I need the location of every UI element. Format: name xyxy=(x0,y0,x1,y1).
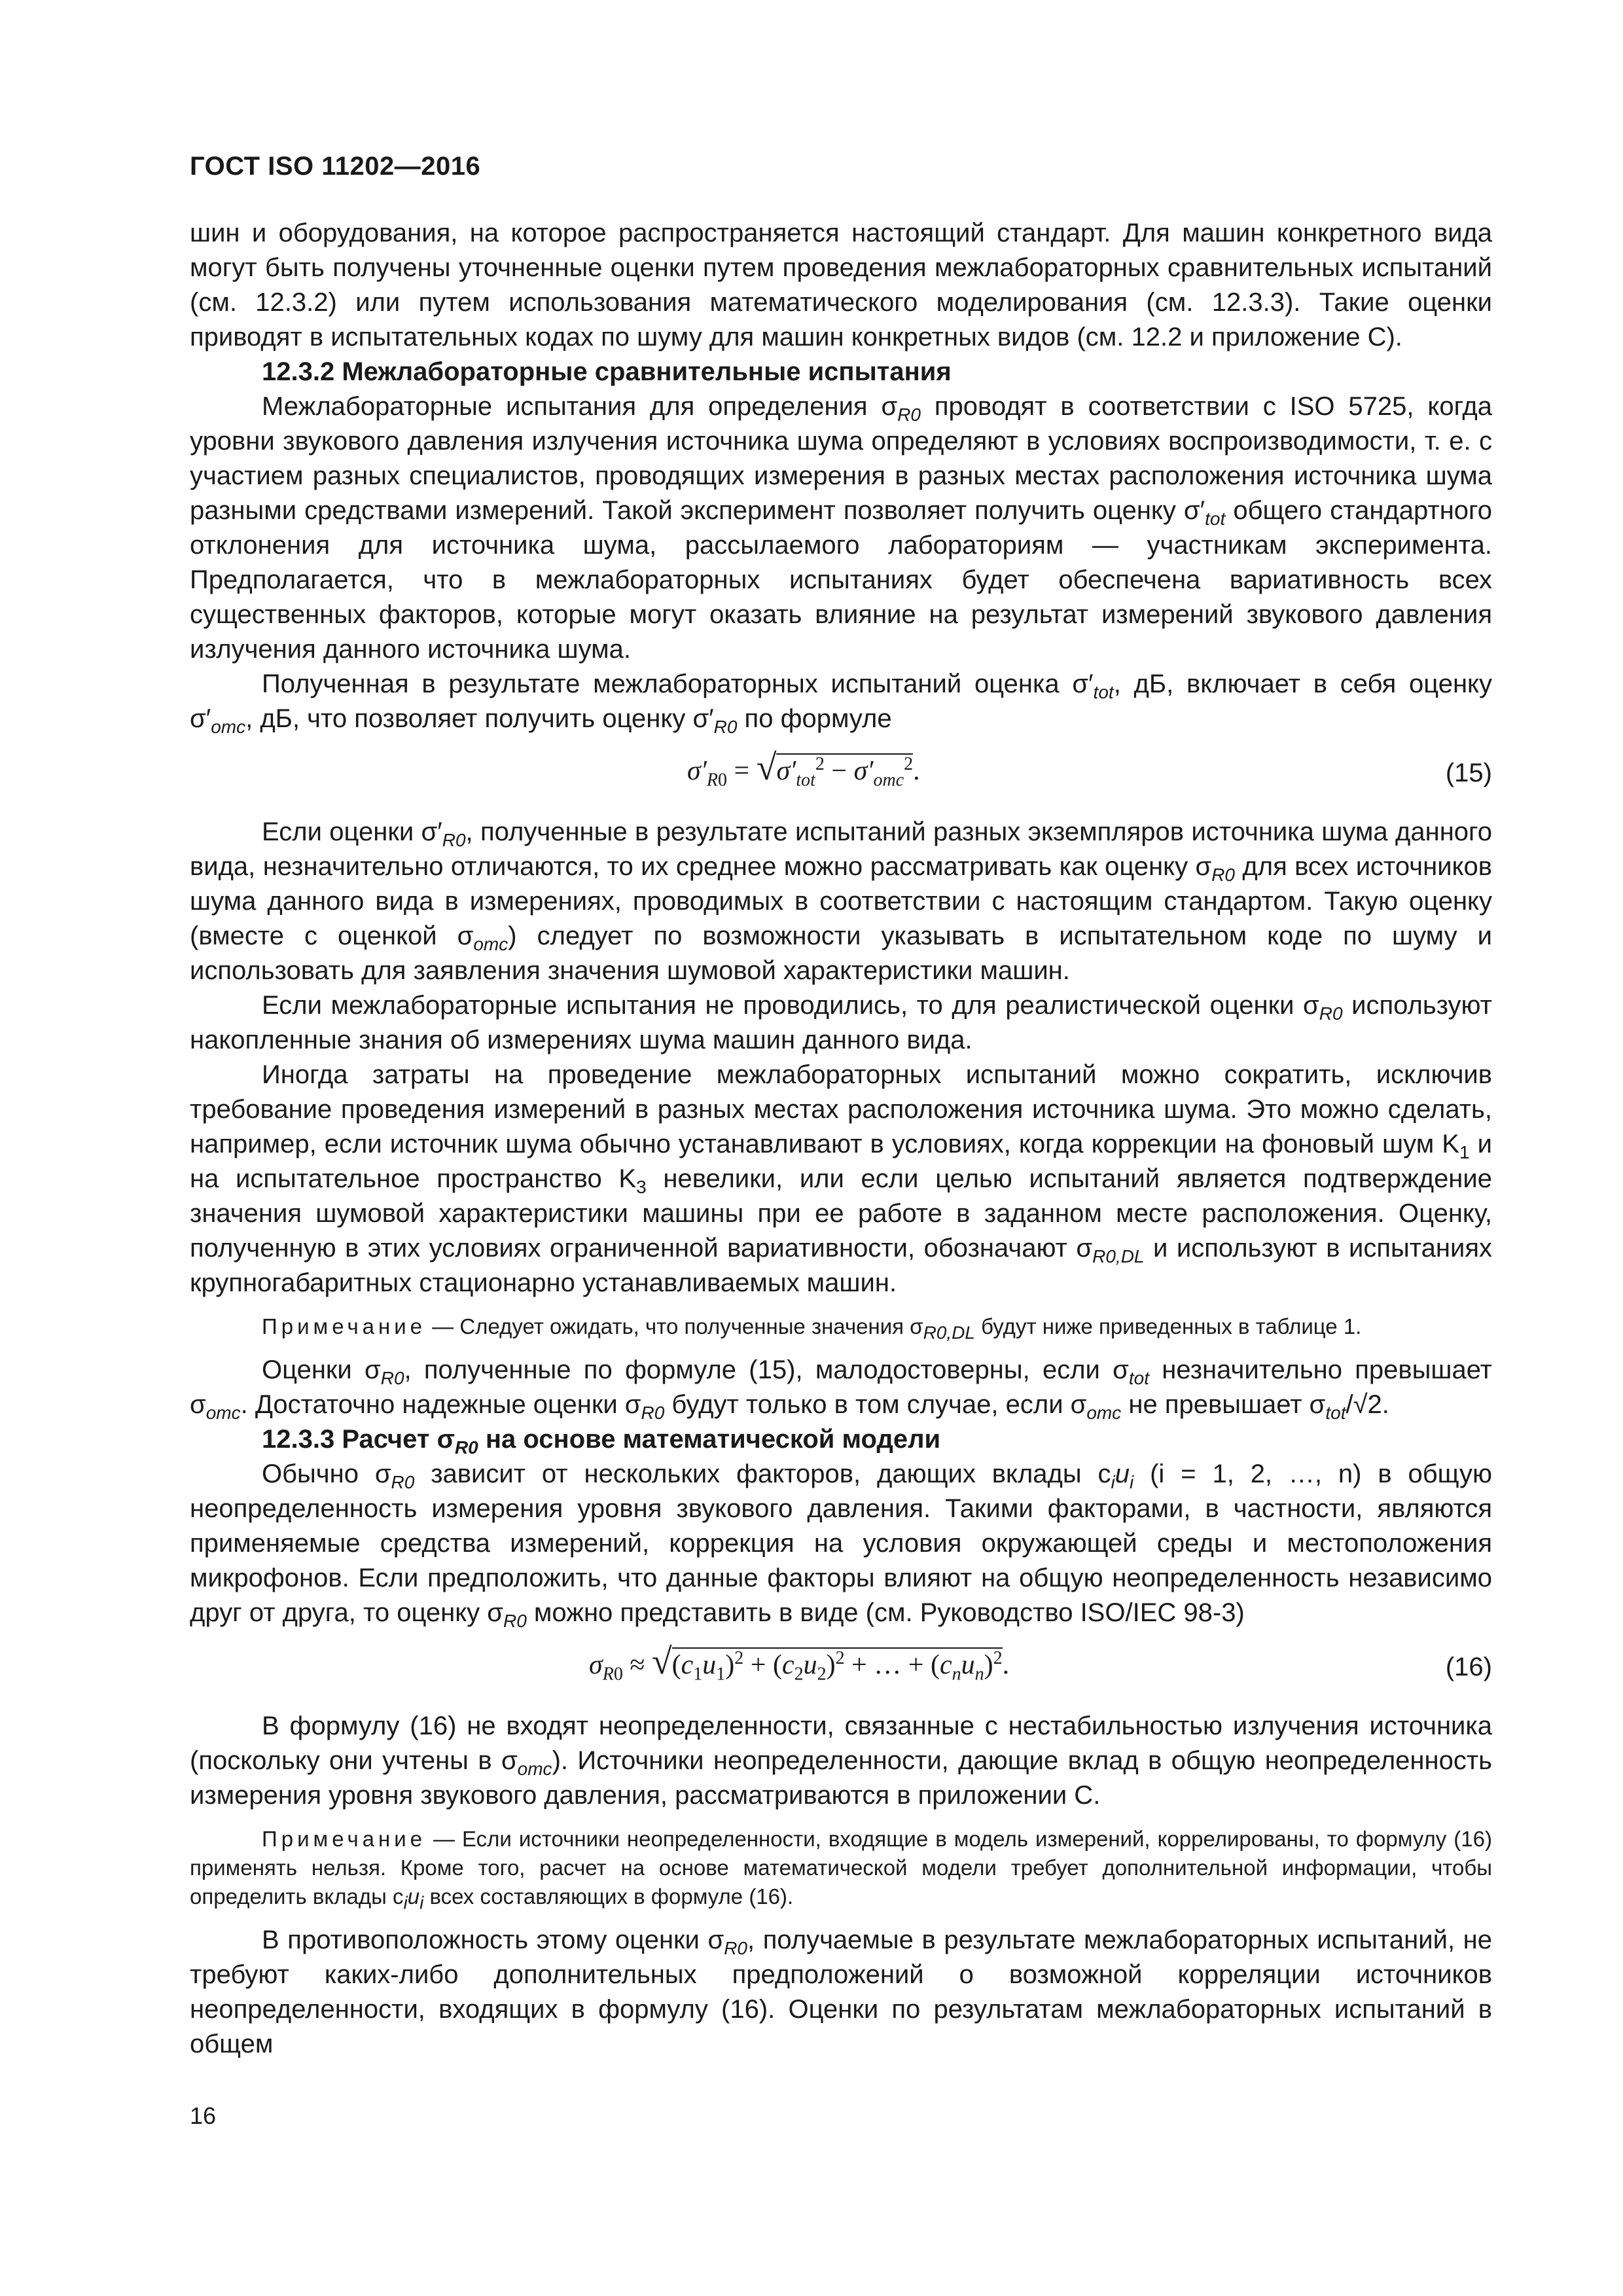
formula-16-row xyxy=(190,1630,1492,1709)
equation-number: (16) xyxy=(1445,1653,1492,1681)
formula-16: $\sigma_{R0} \approx √(c_1u_1)^2 + (c_2u_2)^2$ + … + $(c_nu_n)^2$. xyxy=(589,1641,1010,1685)
note: Примечание — Если источники неопределенности, входящие в модель измерений, коррелированы, то формулу (16) применять нельзя. Кроме того, расчет на основе математической модели требует дополнительной информации, чтобы определить вклады $c_iu_i$ всех составляющих в формуле (16). xyxy=(190,1827,1492,1913)
paragraph: Обычно $\sigma_{R0}$ зависит от нескольких факторов, дающих вклады $c_iu_i$ (i = 1, 2, …, n) в общую неопределенность измерения уровня звукового давления. Такими факторами, в частности, являются применяемые средства измерений, коррекция на условия окружающей среды и местоположения микрофонов. Если предположить, что данные факторы влияют на общую неопределенность независимо друг от друга, то оценку $\sigma_{R0}$ можно представить в виде (см. Руководство ISO/IEC 98-3) xyxy=(190,1460,1493,1631)
section-heading: 12.3.2 Межлабораторные сравнительные испытания xyxy=(262,357,952,386)
formula-15: $\sigma'_{R0} = √\sigma'_{tot}^2 - \sigma'_{omc}^2$. xyxy=(687,747,920,791)
paragraph: Межлабораторные испытания для определения $\sigma_{R0}$ проводят в соответствии с ISO 5725, когда уровни звукового давления излучения источника шума определяют в условиях воспроизводимости, т. е. с участием разных специалистов, проводящих измерения в разных местах расположения источника шума разными средствами измерений. Такой эксперимент позволяет получить оценку $\sigma'_{tot}$ общего стандартного отклонения для источника шума, рассылаемого лабораториям — участникам эксперимента. Предполагается, что в межлабораторных испытаниях будет обеспечена вариативность всех существенных факторов, которые могут оказать влияние на результат измерений звукового давления излучения данного источника шума. xyxy=(190,392,1492,664)
note: Примечание — Следует ожидать, что полученные значения $\sigma_{R0,DL}$ будут ниже приведенных в таблице 1. xyxy=(262,1314,1362,1343)
formula-15-row xyxy=(190,736,1492,815)
page-header: ГОСТ ISO 11202—2016 xyxy=(190,152,481,181)
paragraph: Если межлабораторные испытания не проводились, то для реалистической оценки $\sigma_{R0}$ используют накопленные знания об измерениях шума машин данного вида. xyxy=(190,991,1492,1054)
paragraph: Оценки $\sigma_{R0}$, полученные по формуле (15), малодостоверны, если $\sigma_{tot}$ незначительно превышает $\sigma_{omc}$. Достаточно надежные оценки $\sigma_{R0}$ будут только в том случае, если $\sigma_{omc}$ не превышает $\sigma_{tot}/√2$. xyxy=(190,1355,1492,1423)
paragraph: Если оценки $\sigma'_{R0}$, полученные в результате испытаний разных экземпляров источника шума данного вида, незначительно отличаются, то их среднее можно рассматривать как оценку $\sigma_{R0}$ для всех источников шума данного вида в измерениях, проводимых в соответствии с настоящим стандартом. Такую оценку (вместе с оценкой $\sigma_{omc}$) следует по возможности указывать в испытательном коде по шуму и использовать для заявления значения шумовой характеристики машин. xyxy=(190,817,1493,985)
paragraph: шин и оборудования, на которое распространяется настоящий стандарт. Для машин конкретного вида могут быть получены уточненные оценки путем проведения межлабораторных сравнительных испытаний (см. 12.3.2) или путем использования математического моделирования (см. 12.3.3). Такие оценки приводят в испытательных кодах по шуму для машин конкретных видов (см. 12.2 и приложение С). xyxy=(190,219,1492,351)
paragraph: Полученная в результате межлабораторных испытаний оценка $\sigma'_{tot}$, дБ, включает в себя оценку $\sigma'_{omc}$, дБ, что позволяет получить оценку $\sigma'_{R0}$ по формуле xyxy=(190,670,1492,737)
paragraph: В формулу (16) не входят неопределенности, связанные с нестабильностью излучения источника (поскольку они учтены в $\sigma_{omc}$). Источники неопределенности, дающие вклад в общую неопределенность измерения уровня звукового давления, рассматриваются в приложении С. xyxy=(190,1712,1492,1810)
section-heading: 12.3.3 Расчет $\sigma_{R0}$ на основе математической модели xyxy=(262,1425,941,1458)
equation-number: (15) xyxy=(1445,759,1492,787)
document-body xyxy=(190,216,1492,2062)
paragraph: В противоположность этому оценки $\sigma_{R0}$, получаемые в результате межлабораторных испытаний, не требуют каких-либо дополнительных предположений о возможной корреляции источников неопределенности, входящих в формулу (16). Оценки по результатам межлабораторных испытаний в общем xyxy=(190,1926,1493,2058)
page-number: 16 xyxy=(190,2102,217,2129)
paragraph: Иногда затраты на проведение межлабораторных испытаний можно сократить, исключив требование проведения измерений в разных местах расположения источника шума. Это можно сделать, например, если источник шума обычно устанавливают в условиях, когда коррекции на фоновый шум $K_1$ и на испытательное пространство $K_3$ невелики, или если целью испытаний является подтверждение значения шумовой характеристики машины при ее работе в заданном месте расположения. Оценку, полученную в этих условиях ограниченной вариативности, обозначают $\sigma_{R0,DL}$ и используют в испытаниях крупногабаритных стационарно устанавливаемых машин. xyxy=(190,1060,1492,1297)
